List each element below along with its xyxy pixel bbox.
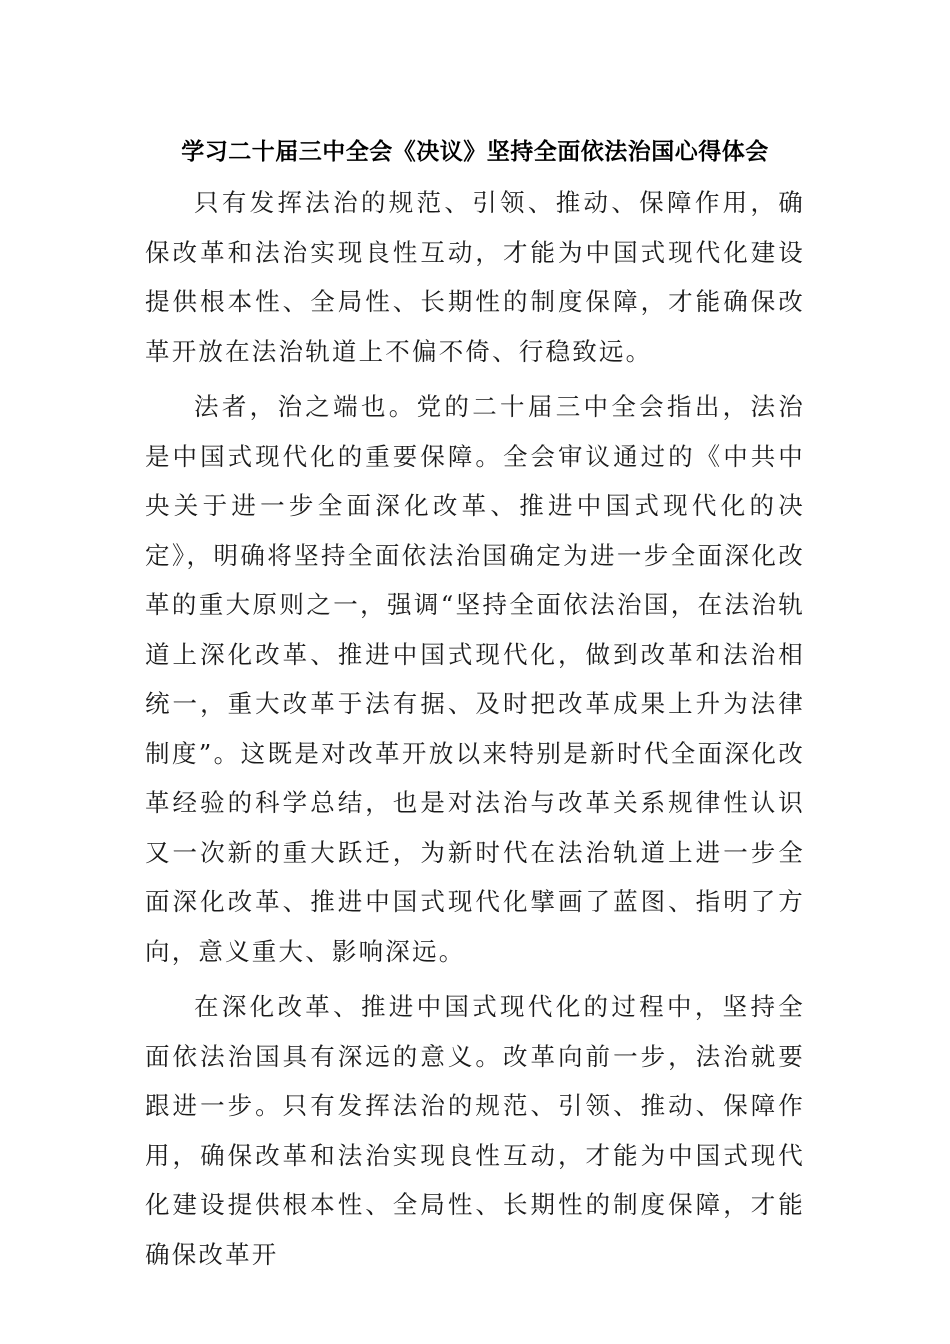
paragraph-2: 法者，治之端也。党的二十届三中全会指出，法治是中国式现代化的重要保障。全会审议通过的《中共中央关于进一步全面深化改革、推进中国式现代化的决定》，明确将坚持全面依法治国确定为进一步全面深化改革的重大原则之一，强调“坚持全面依法治国，在法治轨道上深化改革、推进中国式现代化，做到改革和法治相统一，重大改革于法有据、及时把改革成果上升为法律制度”。这既是对改革开放以来特别是新时代全面深化改革经验的科学总结，也是对法治与改革关系规律性认识又一次新的重大跃迁，为新时代在法治轨道上进一步全面深化改革、推进中国式现代化擘画了蓝图、指明了方向，意义重大、影响深远。	[145, 392, 805, 966]
document-title: 学习二十届三中全会《决议》坚持全面依法治国心得体会	[181, 139, 769, 165]
document-body	[145, 178, 805, 1285]
paragraph-1: 只有发挥法治的规范、引领、推动、保障作用，确保改革和法治实现良性互动，才能为中国式现代化建设提供根本性、全局性、长期性的制度保障，才能确保改革开放在法治轨道上不偏不倚、行稳致远。	[145, 188, 805, 366]
paragraph-3: 在深化改革、推进中国式现代化的过程中，坚持全面依法治国具有深远的意义。改革向前一步，法治就要跟进一步。只有发挥法治的规范、引领、推动、保障作用，确保改革和法治实现良性互动，才能为中国式现代化建设提供根本性、全局性、长期性的制度保障，才能确保改革开	[145, 992, 805, 1269]
